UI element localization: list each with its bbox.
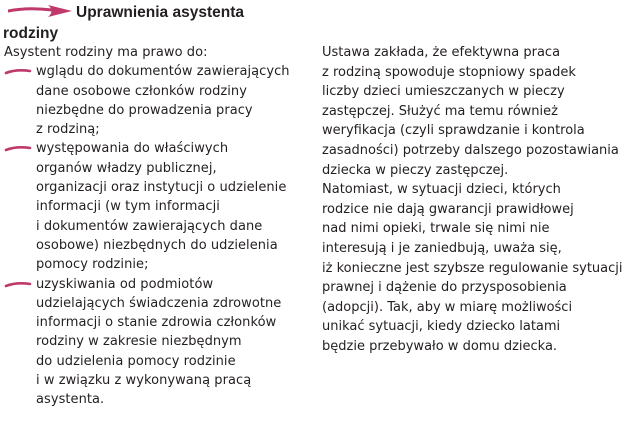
list-item-line: informacji o stanie zdrowia członków	[36, 315, 277, 331]
paragraph-line: interesują i je zaniedbują, uważa się,	[322, 240, 562, 256]
list-item	[4, 62, 316, 139]
bullet-dash-icon	[4, 145, 32, 153]
heading-line-1: Uprawnienia asystenta	[76, 4, 244, 21]
paragraph-line: będzie przebywało w domu dziecka.	[322, 338, 558, 354]
paragraph-line: prawnej i dążenie do przysposobienia	[322, 280, 567, 296]
paragraph-line: zastępczej. Służyć ma temu również	[322, 103, 558, 119]
list-item-line: z rodziną;	[36, 122, 100, 138]
list-item-line: i w związku z wykonywaną pracą	[36, 373, 252, 389]
paragraph-line: unikać sytuacji, kiedy dziecko latami	[322, 319, 561, 335]
rights-list	[4, 62, 316, 409]
paragraph-line: zasadności) potrzeby dalszego pozostawiania	[322, 142, 619, 158]
bullet-dash-icon	[4, 68, 32, 76]
list-item-line: osobowe) niezbędnych do udzielenia	[36, 237, 278, 253]
paragraph-line: iż konieczne jest szybsze regulowanie sytuacji	[322, 260, 623, 276]
list-item-line: organizacji oraz instytucji o udzielenie	[36, 180, 287, 196]
list-item-line: udzielających świadczenia zdrowotne	[36, 295, 282, 311]
list-item-line: organów władzy publicznej,	[36, 160, 217, 176]
list-item-line: występowania do właściwych	[36, 141, 229, 157]
list-item-line: pomocy rodzinie;	[36, 257, 149, 273]
list-item-line: do udzielenia pomocy rodzinie	[36, 353, 236, 369]
list-item-line: i dokumentów zawierających dane	[36, 218, 263, 234]
list-item-line: asystenta.	[36, 392, 105, 408]
list-item	[4, 139, 316, 274]
list-item-line: rodziny w zakresie niezbędnym	[36, 334, 242, 350]
list-item-line: niezbędne do prowadzenia pracy	[36, 102, 253, 118]
paragraph	[322, 43, 622, 180]
paragraph-line: rodzice nie dają gwarancji prawidłowej	[322, 201, 574, 217]
bullet-dash-icon	[4, 281, 32, 289]
paragraph-line: liczby dzieci umieszczanych w pieczy	[322, 84, 565, 100]
section-heading	[0, 2, 310, 44]
list-item-line: informacji (w tym informacji	[36, 199, 220, 215]
list-item-line: wglądu do dokumentów zawierających	[36, 64, 290, 80]
intro-text: Asystent rodziny ma prawo do:	[4, 45, 208, 60]
right-column	[322, 43, 622, 357]
list-item	[4, 275, 316, 410]
list-item-line: dane osobowe członków rodziny	[36, 83, 247, 99]
paragraph-line: (adopcji). Tak, aby w miarę możliwości	[322, 299, 573, 315]
heading-line-2: rodziny	[3, 25, 59, 42]
paragraph-line: dziecka w pieczy zastępczej.	[322, 162, 509, 178]
paragraph-line: weryfikacja (czyli sprawdzanie i kontrola	[322, 123, 585, 139]
paragraph-line: Natomiast, w sytuacji dzieci, których	[322, 182, 561, 198]
list-item-line: uzyskiwania od podmiotów	[36, 276, 214, 292]
left-column	[4, 43, 316, 410]
paragraph-line: Ustawa zakłada, że efektywna praca	[322, 45, 561, 60]
paragraph-line: z rodziną spowoduje stopniowy spadek	[322, 64, 576, 80]
paragraph	[322, 180, 622, 356]
paragraph-line: nad nimi opieki, trwale się nimi nie	[322, 221, 550, 237]
